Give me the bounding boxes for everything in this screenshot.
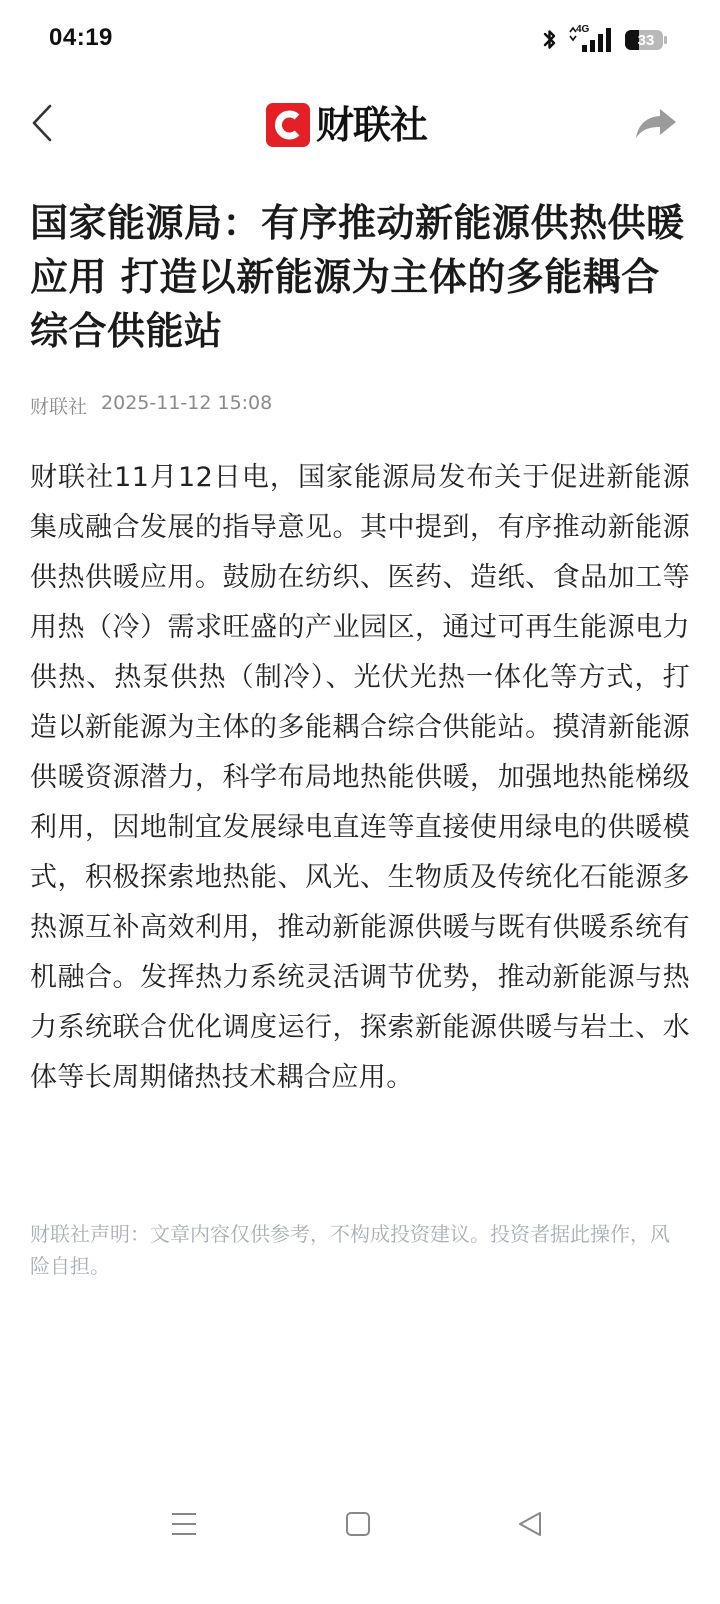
- share-arrow-icon: [634, 106, 678, 146]
- menu-button[interactable]: [166, 1508, 202, 1544]
- article-meta: [30, 392, 272, 419]
- home-square-icon: [344, 1510, 372, 1542]
- network-type-label: 4G: [576, 24, 590, 35]
- status-icons: [542, 26, 668, 54]
- battery-level: 33: [637, 31, 655, 49]
- brand-logo: [266, 102, 427, 148]
- nav-header: [0, 90, 720, 162]
- brand-mark-icon: [266, 103, 310, 147]
- signal-icon: [568, 26, 614, 54]
- back-button[interactable]: [22, 102, 62, 148]
- status-time: 04:19: [49, 24, 113, 51]
- battery-icon: [624, 29, 668, 51]
- home-button[interactable]: [340, 1508, 376, 1544]
- system-nav-bar: [0, 1490, 720, 1560]
- status-bar: [0, 0, 720, 80]
- article-title: 国家能源局：有序推动新能源供热供暖应用 打造以新能源为主体的多能耦合综合供能站: [30, 201, 685, 353]
- system-back-button[interactable]: [512, 1508, 548, 1544]
- back-triangle-icon: [516, 1510, 544, 1542]
- brand-name: 财联社: [316, 103, 428, 147]
- article-body: 财联社11月12日电，国家能源局发布关于促进新能源集成融合发展的指导意见。其中提到，有序推动新能源供热供暖应用。鼓励在纺织、医药、造纸、食品加工等用热（冷）需求旺盛的产业园区，通过可再生能源电力供热、热泵供热（制冷）、光伏光热一体化等方式，打造以新能源为主体的多能耦合综合供能站。摸清新能源供暖资源潜力，科学布局地热能供暖，加强地热能梯级利用，因地制宜发展绿电直连等直接使用绿电的供暖模式，积极探索地热能、风光、生物质及传统化石能源多热源互补高效利用，推动新能源供暖与既有供暖系统有机融合。发挥热力系统灵活调节优势，推动新能源与热力系统联合优化调度运行，探索新能源供暖与岩土、水体等长周期储热技术耦合应用。: [30, 462, 690, 1093]
- menu-icon: [170, 1511, 198, 1541]
- article-source[interactable]: 财联社: [30, 396, 88, 418]
- article-disclaimer: 财联社声明：文章内容仅供参考，不构成投资建议。投资者据此操作，风险自担。: [30, 1222, 670, 1278]
- article-datetime: 2025-11-12 15:08: [101, 392, 273, 414]
- bluetooth-icon: [542, 27, 558, 53]
- share-button[interactable]: [632, 104, 680, 148]
- chevron-left-icon: [30, 103, 54, 147]
